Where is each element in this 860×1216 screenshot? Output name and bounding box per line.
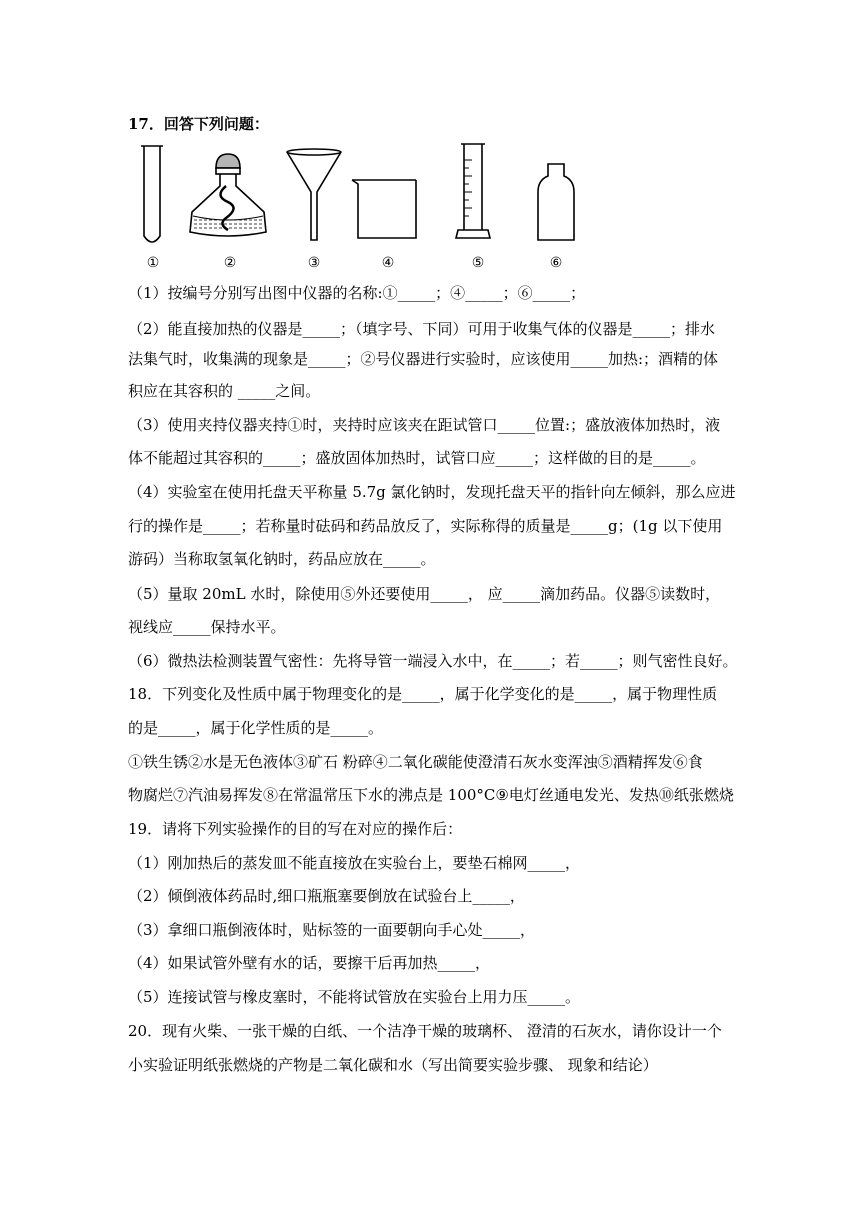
graduated-cylinder-icon (456, 144, 490, 238)
text-line: 体不能超过其容积的_____；盛放固体加热时，试管口应_____；这样做的目的是_____。 (128, 449, 706, 467)
question-17-title (128, 114, 269, 134)
text-line: 法集气时，收集满的现象是_____；②号仪器进行实验时，应该使用_____加热:；酒精的体 (128, 350, 719, 368)
test-tube-icon (141, 146, 163, 242)
text-line: （2）能直接加热的仪器是_____；（填字号、下同）可用于收集气体的仪器是_____；排水 (128, 320, 716, 338)
apparatus-drawing (128, 140, 608, 275)
beaker-icon (352, 180, 416, 238)
figure-label-5: ⑤ (471, 255, 485, 271)
text-line: （6）微热法检测装置气密性：先将导管一端浸入水中，在_____；若_____；则气密性良好。 (128, 652, 738, 670)
figure-label-6: ⑥ (549, 255, 563, 271)
text-line: 20．现有火柴、一张干燥的白纸、一个洁净干燥的玻璃杯、 澄清的石灰水，请你设计一个 (128, 1022, 722, 1040)
text-line: （3）使用夹持仪器夹持①时，夹持时应该夹在距试管口_____位置:；盛放液体加热时，液 (128, 416, 721, 434)
text-line: （2）倾倒液体药品时,细口瓶瓶塞要倒放在试验台上_____， (128, 887, 525, 905)
text-line: 行的操作是_____；若称量时砝码和药品放反了，实际称得的质量是_____g；(1g 以下使用 (128, 517, 723, 535)
figure-label-4: ④ (381, 255, 395, 271)
figure-label-3: ③ (307, 255, 321, 271)
text-line: ①铁生锈②水是无色液体③矿石 粉碎④二氧化碳能使澄清石灰水变浑浊⑤酒精挥发⑥食 (128, 753, 703, 771)
alcohol-lamp-icon (190, 154, 266, 236)
text-line: 19．请将下列实验操作的目的写在对应的操作后： (128, 820, 463, 838)
text-line: （3）拿细口瓶倒液体时，贴标签的一面要朝向手心处_____， (128, 921, 536, 939)
text-line: （4）如果试管外壁有水的话，要擦干后再加热_____， (128, 954, 491, 972)
text-line: 小实验证明纸张燃烧的产物是二氧化碳和水（写出简要实验步骤、 现象和结论） (128, 1056, 658, 1074)
figure-label-2: ② (223, 255, 237, 271)
figure-label-1: ① (146, 255, 160, 271)
text-line: 积应在其容积的 _____之间。 (128, 382, 321, 400)
funnel-icon (287, 149, 341, 240)
text-line: 18．下列变化及性质中属于物理变化的是_____，属于化学变化的是_____，属于物理性质 (128, 685, 718, 703)
text-line: 物腐烂⑦汽油易挥发⑧在常温常压下水的沸点是 100°C⑨电灯丝通电发光、发热⑩纸张燃烧 (128, 786, 734, 804)
bottle-icon (538, 164, 574, 240)
text-line: 视线应_____保持水平。 (128, 618, 286, 636)
text-line: （1）刚加热后的蒸发皿不能直接放在实验台上，要垫石棉网_____， (128, 854, 581, 872)
question-17-heading: 17．回答下列问题： (128, 115, 269, 133)
text-line: （1）按编号分别写出图中仪器的名称:①_____；④_____；⑥_____； (128, 284, 586, 302)
text-line: （4）实验室在使用托盘天平称量 5.7g 氯化钠时，发现托盘天平的指针向左倾斜，那么应进 (128, 483, 736, 501)
text-line: 的是_____，属于化学性质的是_____。 (128, 719, 384, 737)
text-line: （5）量取 20mL 水时，除使用⑤外还要使用_____， 应_____滴加药品。仪器⑤读数时， (128, 585, 721, 603)
text-line: 游码）当称取氢氧化钠时，药品应放在_____。 (128, 550, 436, 568)
text-line: （5）连接试管与橡皮塞时，不能将试管放在实验台上用力压_____。 (128, 988, 581, 1006)
lab-apparatus-figure (128, 140, 608, 275)
